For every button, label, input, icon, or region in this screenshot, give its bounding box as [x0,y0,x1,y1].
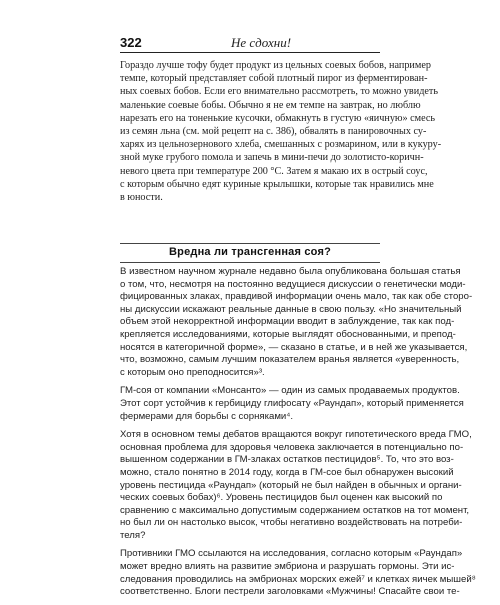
text-line: ны дискуссии искажают реальные данные в свою пользу. «Но значительный [120,303,462,315]
text-line: с которым обычно едят куриные крылышки, которые так нравились мне [120,178,434,190]
text-line: фицированных злаках, правдивой информации очень мало, так как обе сторо- [120,291,473,303]
text-line: темпе, который представляет собой плотный пирог из ферментирован- [120,73,428,85]
box-top-rule [120,243,380,244]
box-title-rule [120,262,380,263]
text-line: фермерами для борьбы с сорняками⁴. [120,410,294,422]
text-line: о том, что, несмотря на постоянно ведущиеся дискуссии о генетически моди- [120,278,466,290]
text-line: может вредно влиять на развитие эмбриона и разрушать гормоны. Эти ис- [120,561,455,573]
box-title: Вредна ли трансгенная соя? [169,246,331,258]
text-line: носятся в категоричной форме», — сказано в статье, и в ней же указывается, [120,341,468,353]
text-line: вышенном содержании в ГМ-злаках остатков пестицидов⁵. То, что это воз- [120,454,454,466]
text-line: из семян льна (см. мой рецепт на с. 386), обвалять в панировочных су- [120,126,427,138]
text-line: невого цвета при температуре 200 °C. Затем я макаю их в острый соус, [120,165,428,177]
text-line: но был ли он настолько высок, чтобы негативно воздействовать на потреби- [120,517,463,529]
text-line: В известном научном журнале недавно была опубликована большая статья [120,266,461,277]
text-line: Этот сорт устойчив к гербициду глифосату «Раундап», который применяется [120,397,464,409]
box-paragraph [120,385,464,423]
text-line: объем этой некорректной информации вводит в заблуждение, так как под- [120,316,455,328]
box-paragraph [120,548,476,598]
text-line: ных соевых бобов. Если его внимательно рассмотреть, то можно увидеть [120,86,438,98]
sidebar-box-body [120,266,476,605]
text-line: Гораздо лучше тофу будет продукт из цельных соевых бобов, например [120,60,431,71]
text-line: что, возможно, самым лучшим показателем вранья является «уверенность, [120,354,460,366]
intro-paragraph [120,59,442,204]
running-title: Не сдохни! [231,35,292,50]
text-line: зной муке грубого помола и запечь в мини-печи до золотисто-коричн- [120,152,424,164]
text-line: крепляется исследованиями, которые выглядят обоснованными, и препод- [120,328,456,340]
text-line: Противники ГМО ссылаются на исследования, согласно которым «Раундап» [120,548,463,560]
text-line: Хотя в основном темы дебатов вращаются вокруг гипотетического вреда ГМО, [120,429,472,441]
text-line: сравнению с максимально допустимым содержанием остатков на тот момент, [120,504,470,516]
text-line: основная проблема для здоровья человека заключается в потенциально по- [120,441,464,453]
text-line: уровень пестицида «Раундап» (который не был найден в обычных и органи- [120,479,462,491]
box-paragraph [120,429,472,542]
page-number: 322 [120,35,142,50]
text-line: в юности. [120,192,163,204]
text-line: следования проводились на эмбрионах морских ежей⁷ и клетках яичек мышей⁸ [120,573,476,585]
text-line: ческих соевых бобах)⁶. Уровень пестицидов был оценен как высокий по [120,492,443,504]
text-line: теля? [120,529,146,541]
text-line: маленькие соевые бобы. Обычно я не ем темпе на завтрак, но люблю [120,99,421,111]
text-line: харях из цельнозернового хлеба, смешанных с розмарином, или в кукуру- [120,139,442,151]
text-line: ГМ-соя от компании «Монсанто» — один из самых продаваемых продуктов. [120,385,460,397]
text-line: с которым оно преподносится»³. [120,366,265,378]
header-rule [120,52,380,53]
text-line: можно, стало понятно в 2014 году, когда в ГМ-сое был обнаружен высокий [120,466,454,478]
text-line: соответственно. Блоги пестрели заголовками «Мужчины! Спасайте свои те- [120,586,460,598]
text-line: нарезать его на тоненькие кусочки, обмакнуть в густую «яичную» смесь [120,112,436,124]
box-paragraph [120,266,473,379]
